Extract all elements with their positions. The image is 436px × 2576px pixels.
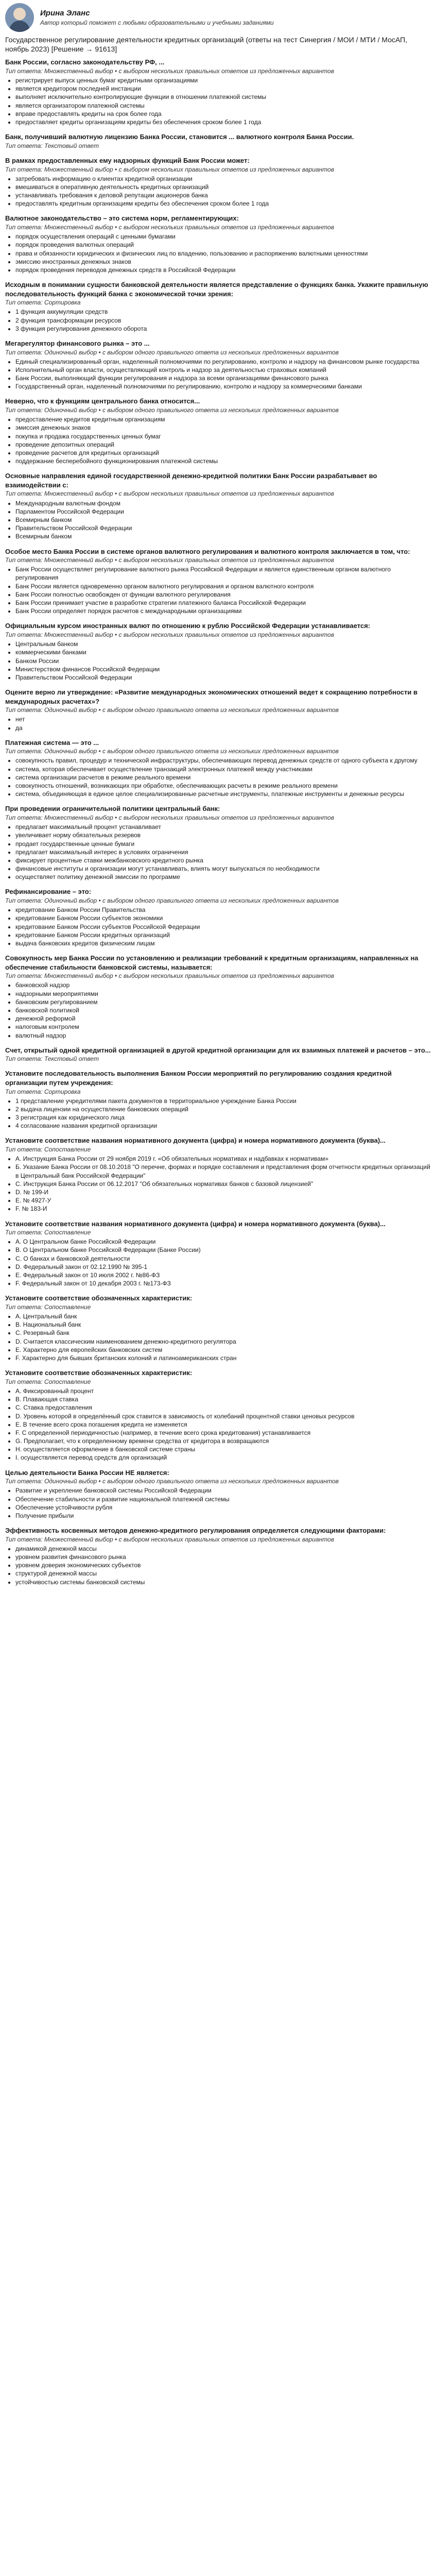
- answer-option: • порядок осуществления операций с ценными бумагами: [15, 232, 431, 241]
- answer-option: • D. Федеральный закон от 02.12.1990 № 395-1: [15, 1263, 431, 1271]
- answer-list: [5, 1238, 431, 1287]
- question-text: Установите соответствие названия нормативного документа (цифра) и номера нормативного документа (буква)...: [5, 1219, 386, 1228]
- question-block: [5, 1368, 431, 1462]
- answer-option: • F. С определенной периодичностью (например, в течение всего срока кредитования) устанавливается: [15, 1429, 431, 1437]
- answer-option: • кредитование Банком России Правительства: [15, 906, 431, 914]
- question-type: Тип ответа: Сопоставление: [5, 1303, 91, 1311]
- answer-option: • кредитование Банком России субъектов экономики: [15, 914, 431, 922]
- author-header: [5, 0, 431, 34]
- answer-option: • С. О банках и банковской деятельности: [15, 1255, 431, 1263]
- answer-option: • валютный надзор: [15, 1031, 431, 1040]
- answer-option: • Парламентом Российской Федерации: [15, 507, 431, 516]
- question-type: Тип ответа: Одиночный выбор • с выбором одного правильного ответа из нескольких предложенных вариантов: [5, 706, 339, 714]
- answer-option: • банковской политикой: [15, 1006, 431, 1014]
- question-type: Тип ответа: Множественный выбор • с выбором нескольких правильных ответов из предложенных вариантов: [5, 165, 334, 173]
- answer-option: • Министерством финансов Российской Федерации: [15, 665, 431, 673]
- question-block: [5, 280, 431, 333]
- question-text: Целью деятельности Банка России НЕ является:: [5, 1468, 169, 1477]
- answer-option: • вправе предоставлять кредиты на срок более года: [15, 110, 431, 118]
- question-text: При проведении ограничительной политики центральный банк:: [5, 805, 220, 813]
- answer-option: • C. Резервный банк: [15, 1329, 431, 1337]
- question-block: [5, 887, 431, 947]
- answer-list: [5, 1312, 431, 1362]
- answer-option: • вмешиваться в оперативную деятельность кредитных организаций: [15, 183, 431, 191]
- answer-option: • Банк России полностью освобожден от функции валютного регулирования: [15, 590, 431, 599]
- answer-option: • выполняет исключительно контролирующие функции в отношении платежной системы: [15, 93, 431, 101]
- question-type: Тип ответа: Множественный выбор • с выбором нескольких правильных ответов из предложенных вариантов: [5, 490, 334, 498]
- question-block: [5, 738, 431, 799]
- question-type: Тип ответа: Множественный выбор • с выбором нескольких правильных ответов из предложенных вариантов: [5, 67, 334, 75]
- answer-list: [5, 1097, 431, 1130]
- answer-list: [5, 415, 431, 465]
- question-type: Тип ответа: Одиночный выбор • с выбором одного правильного ответа из нескольких предложенных вариантов: [5, 1478, 339, 1485]
- answer-option: • является организатором платежной системы: [15, 101, 431, 110]
- question-text: Неверно, что к функциям центрального банка относится...: [5, 397, 200, 405]
- question-text: Рефинансирование – это:: [5, 888, 92, 896]
- answer-option: • совокупность отношений, возникающих при обработке, обеспечивающих расчеты в режиме реального времени: [15, 782, 431, 790]
- answer-option: • предоставляет кредиты организациям кредиты без обеспечения сроком более 1 года: [15, 118, 431, 126]
- document-title: Государственное регулирование деятельности кредитных организаций (ответы на тест Синергия / МОИ / МТИ / МосАП, ноябрь 2023) [Решение → 91613]: [5, 36, 408, 54]
- answer-option: • уровнем развития финансового рынка: [15, 1553, 431, 1561]
- answer-option: • Банк России является одновременно органом валютного регулирования и органом валютного контроля: [15, 582, 431, 590]
- answer-option: • В. О Центральном банке Российской Федерации (Банке России): [15, 1246, 431, 1254]
- question-block: [5, 954, 431, 1040]
- question-block: [5, 688, 431, 732]
- answer-option: • 4 согласование названия кредитной организации: [15, 1122, 431, 1130]
- answer-list: [5, 1155, 431, 1213]
- question-text: Счет, открытый одной кредитной организацией в другой кредитной организации для их взаимных платежей и расчетов – это...: [5, 1046, 431, 1054]
- answer-list: [5, 232, 431, 274]
- answer-list: [5, 756, 431, 798]
- answer-option: • Правительством Российской Федерации: [15, 673, 431, 682]
- question-type: Тип ответа: Множественный выбор • с выбором нескольких правильных ответов из предложенных вариантов: [5, 814, 334, 821]
- answer-option: • D. № 199-И: [15, 1188, 431, 1196]
- answer-option: • A. Центральный банк: [15, 1312, 431, 1320]
- answer-option: • Получение прибыли: [15, 1512, 431, 1520]
- answer-option: • Правительством Российской Федерации: [15, 524, 431, 532]
- answer-option: • Банк России определяет порядок расчетов с международными организациями: [15, 607, 431, 615]
- answer-option: • система организации расчетов в режиме реального времени: [15, 773, 431, 782]
- answer-option: • регистрирует выпуск ценных бумаг кредитными организациями: [15, 76, 431, 84]
- question-block: [5, 621, 431, 682]
- question-type: Тип ответа: Одиночный выбор • с выбором одного правильного ответа из нескольких предложенных вариантов: [5, 896, 339, 904]
- answer-option: • E. Федеральный закон от 10 июля 2002 г. №86-ФЗ: [15, 1271, 431, 1279]
- answer-option: • Всемирным банком: [15, 532, 431, 540]
- answer-option: • проведение депозитных операций: [15, 440, 431, 449]
- answer-option: • система, которая обеспечивает осуществление транзакций электронных платежей между участниками: [15, 765, 431, 773]
- answer-option: • покупка и продажа государственных ценных бумаг: [15, 432, 431, 440]
- answer-list: [5, 640, 431, 682]
- questions-list: [5, 58, 431, 1586]
- question-block: [5, 804, 431, 881]
- answer-option: • А. О Центральном банке Российской Федерации: [15, 1238, 431, 1246]
- answer-option: • предоставление кредитов кредитным организациям: [15, 415, 431, 423]
- question-block: [5, 1468, 431, 1520]
- question-type: Тип ответа: Одиночный выбор • с выбором одного правильного ответа из нескольких предложенных вариантов: [5, 348, 339, 356]
- question-block: [5, 1136, 431, 1213]
- answer-list: [5, 906, 431, 947]
- answer-option: • Международным валютным фондом: [15, 499, 431, 507]
- question-type: Тип ответа: Сопоставление: [5, 1229, 91, 1236]
- answer-option: • да: [15, 724, 431, 732]
- answer-option: • устойчивостью системы банковской системы: [15, 1578, 431, 1586]
- answer-option: • банковской надзор: [15, 981, 431, 989]
- answer-option: • F. Характерно для бывших британских колоний и латиноамериканских стран: [15, 1354, 431, 1362]
- answer-option: • С. Инструкция Банка России от 06.12.2017 "Об обязательных нормативах банков с базовой лицензией": [15, 1180, 431, 1188]
- answer-list: [5, 175, 431, 208]
- answer-option: • F. Федеральный закон от 10 декабря 2003 г. №173-ФЗ: [15, 1279, 431, 1287]
- answer-option: • банковским регулированием: [15, 998, 431, 1006]
- answer-option: • поддержание бесперебойного функционирования платежной системы: [15, 457, 431, 465]
- answer-list: [5, 308, 431, 333]
- answer-option: • Банк России, выполняющий функции регулирования и надзора за всеми организациями финансового рынка: [15, 374, 431, 382]
- question-type: Тип ответа: Текстовый ответ: [5, 142, 99, 149]
- answer-option: • нет: [15, 715, 431, 723]
- question-text: Банк России, согласно законодательству РФ, ...: [5, 58, 165, 66]
- question-block: [5, 471, 431, 540]
- answer-option: • фиксирует процентные ставки межбанковского кредитного рынка: [15, 856, 431, 865]
- question-type: Тип ответа: Одиночный выбор • с выбором одного правильного ответа из нескольких предложенных вариантов: [5, 406, 339, 414]
- answer-list: [5, 981, 431, 1039]
- answer-option: • H. осуществляется оформление в банковской системе страны: [15, 1445, 431, 1453]
- question-block: [5, 397, 431, 465]
- question-text: Установите последовательность выполнения Банком России мероприятий по регулированию создания кредитной организации путем учреждения:: [5, 1070, 392, 1087]
- answer-option: • E. Характерно для европейских банковских систем: [15, 1346, 431, 1354]
- question-text: Официальным курсом иностранных валют по отношению к рублю Российской Федерации устанавливается:: [5, 622, 371, 630]
- answer-option: • увеличивает норму обязательных резервов: [15, 831, 431, 839]
- answer-option: • предлагает максимальный интерес в условиях ограничения: [15, 848, 431, 856]
- question-type: Тип ответа: Множественный выбор • с выбором нескольких правильных ответов из предложенных вариантов: [5, 224, 334, 231]
- author-description: Автор который поможет с любыми образовательными и учебными заданиями: [40, 19, 274, 27]
- question-type: Тип ответа: Множественный выбор • с выбором нескольких правильных ответов из предложенных вариантов: [5, 556, 334, 564]
- question-type: Тип ответа: Сортировка: [5, 299, 81, 307]
- answer-option: • 3 функция регулирования денежного оборота: [15, 325, 431, 333]
- answer-option: • Развитие и укрепление банковской системы Российской Федерации: [15, 1486, 431, 1495]
- answer-option: • предоставлять кредитным организациям кредиты без обеспечения сроком более 1 года: [15, 199, 431, 208]
- answer-option: • динамикой денежной массы: [15, 1545, 431, 1553]
- answer-option: • финансовые институты и организации могут устанавливать, влиять могут выпускаться по необходимости: [15, 865, 431, 873]
- answer-list: [5, 565, 431, 615]
- answer-list: [5, 499, 431, 541]
- question-text: Основные направления единой государственной денежно-кредитной политики Банк России разрабатывает во взаимодействии с:: [5, 472, 377, 489]
- answer-option: • G. Предполагает, что к определенному времени средства от кредитора в возвращаются: [15, 1437, 431, 1445]
- answer-option: • 1 представление учредителями пакета документов в территориальное учреждение Банка России: [15, 1097, 431, 1105]
- question-type: Тип ответа: Сопоставление: [5, 1378, 91, 1385]
- question-text: Установите соответствие названия нормативного документа (цифра) и номера нормативного документа (буква)...: [5, 1137, 386, 1145]
- answer-option: • 2 функция трансформации ресурсов: [15, 316, 431, 325]
- answer-list: [5, 358, 431, 391]
- question-text: Особое место Банка России в системе органов валютного регулирования и валютного контроля заключается в том, что:: [5, 547, 410, 555]
- question-block: [5, 1219, 431, 1288]
- answer-option: • I. осуществляется перевод средств для организаций: [15, 1453, 431, 1462]
- question-block: [5, 214, 431, 274]
- question-block: [5, 339, 431, 391]
- question-block: [5, 132, 431, 150]
- answer-option: • Всемирным банком: [15, 516, 431, 524]
- answer-option: • C. Ставка предоставления: [15, 1403, 431, 1412]
- answer-option: • Единый специализированный орган, наделенный полномочиями по регулированию, контролю и надзору на финансовом рынке государства: [15, 358, 431, 366]
- question-type: Тип ответа: Текстовый ответ: [5, 1055, 99, 1063]
- answer-option: • структурой денежной массы: [15, 1569, 431, 1578]
- answer-option: • уровнем доверия экономических субъектов: [15, 1561, 431, 1569]
- question-block: [5, 1294, 431, 1362]
- question-type: Тип ответа: Одиночный выбор • с выбором одного правильного ответа из нескольких предложенных вариантов: [5, 748, 339, 755]
- answer-option: • Обеспечение стабильности и развитие национальной платежной системы: [15, 1495, 431, 1503]
- question-text: Эффективность косвенных методов денежно-кредитного регулирования определяется следующими факторами:: [5, 1527, 386, 1535]
- answer-option: • Банком России: [15, 657, 431, 665]
- answer-option: • A. Фиксированный процент: [15, 1387, 431, 1395]
- answer-option: • денежной реформой: [15, 1014, 431, 1023]
- question-text: Банк, получивший валютную лицензию Банка России, становится ... валютного контроля Банка России.: [5, 133, 354, 141]
- answer-option: • Банк России осуществляет регулирование валютного рынка Российской Федерации и является единственным органом валютного регулирования: [15, 565, 431, 582]
- answer-option: • Центральным банком: [15, 640, 431, 648]
- question-block: [5, 58, 431, 126]
- answer-option: • налоговым контролем: [15, 1023, 431, 1031]
- answer-list: [5, 715, 431, 732]
- answer-option: • коммерческими банками: [15, 648, 431, 656]
- question-type: Тип ответа: Множественный выбор • с выбором нескольких правильных ответов из предложенных вариантов: [5, 972, 334, 980]
- answer-option: • D. Считается классическим наименованием денежно-кредитного регулятора: [15, 1337, 431, 1346]
- question-block: [5, 1046, 431, 1063]
- answer-option: • порядок проведения переводов денежных средств в Российской Федерации: [15, 266, 431, 274]
- answer-option: • E. № 4927-У: [15, 1196, 431, 1205]
- question-text: Платежная система — это ...: [5, 738, 99, 747]
- answer-option: • Обеспечение устойчивости рубля: [15, 1503, 431, 1512]
- question-text: Оцените верно ли утверждение: «Развитие международных экономических отношений ведет к сокращению потребности в международных расчетах»?: [5, 688, 417, 705]
- answer-option: • эмиссию иностранных денежных знаков: [15, 258, 431, 266]
- question-text: Установите соответствие обозначенных характеристик:: [5, 1369, 193, 1377]
- answer-option: • права и обязанности юридических и физических лиц по владению, пользованию и распоряжению валютными ценностями: [15, 249, 431, 258]
- answer-option: • Государственный орган, наделенный полномочиями по регулированию, контролю и надзору за коммерческими банками: [15, 382, 431, 391]
- question-type: Тип ответа: Сопоставление: [5, 1146, 91, 1154]
- answer-option: • предлагает максимальный процент устанавливает: [15, 823, 431, 831]
- answer-option: • устанавливать требования к деловой репутации акционеров банка: [15, 191, 431, 199]
- answer-option: • порядок проведения валютных операций: [15, 241, 431, 249]
- question-text: Исходным в понимании сущности банковской деятельности является представление о функциях банка. Укажите правильную последовательность функций банка с экономической точки зрения:: [5, 281, 428, 298]
- answer-option: • затребовать информацию о клиентах кредитной организации: [15, 175, 431, 183]
- author-name[interactable]: Ирина Эланс: [40, 8, 90, 18]
- question-text: Совокупность мер Банка России по установлению и реализации требований к кредитным организациям, направленных на обеспечение стабильности банковской системы, называется:: [5, 954, 418, 971]
- answer-option: • совокупность правил, процедур и технической инфраструктуры, обеспечивающих перевод денежных средств от одного субъекта к другому: [15, 756, 431, 765]
- question-type: Тип ответа: Сортировка: [5, 1088, 81, 1095]
- answer-option: • B. Плавающая ставка: [15, 1395, 431, 1403]
- answer-list: [5, 1387, 431, 1462]
- answer-option: • проведение расчетов для кредитных организаций: [15, 449, 431, 457]
- author-info: [40, 8, 274, 27]
- answer-option: • F. № 183-И: [15, 1205, 431, 1213]
- answer-option: • кредитование Банком России субъектов Российской Федерации: [15, 923, 431, 931]
- answer-option: • система, объединяющая в единое целое специализированные расчетные инструменты, платежные инструменты и денежные ресурсы: [15, 790, 431, 798]
- question-block: [5, 1526, 431, 1586]
- answer-option: • выдача банковских кредитов физическим лицам: [15, 939, 431, 947]
- answer-option: • Исполнительный орган власти, осуществляющий контроль и надзор за деятельностью страховых компаний: [15, 366, 431, 374]
- question-text: Мегарегулятор финансового рынка – это ...: [5, 339, 150, 347]
- answer-list: [5, 1545, 431, 1586]
- question-block: [5, 547, 431, 616]
- answer-option: • является кредитором последней инстанции: [15, 84, 431, 93]
- answer-option: • E. В течение всего срока погашения кредита не изменяется: [15, 1420, 431, 1429]
- answer-option: • Банк России принимает участие в разработке стратегии платежного баланса Российской Федерации: [15, 599, 431, 607]
- answer-option: • D. Уровень которой в определённый срок ставится в зависимость от колебаний процентной ставки ценовых ресурсов: [15, 1412, 431, 1420]
- answer-option: • кредитование Банком России кредитных организаций: [15, 931, 431, 939]
- answer-option: • Б. Указание Банка России от 08.10.2018 "О перечне, формах и порядке составления и представления форм отчетности кредитных организаций в Центральный банк Российской Федерации": [15, 1163, 431, 1179]
- answer-option: • А. Инструкция Банка России от 29 ноября 2019 г. «Об обязательных нормативах и надбавках к нормативам»: [15, 1155, 431, 1163]
- question-text: Валютное законодательство – это система норм, регламентирующих:: [5, 214, 239, 223]
- answer-option: • осуществляет политику денежной эмиссии по программе: [15, 873, 431, 881]
- question-text: В рамках предоставленных ему надзорных функций Банк России может:: [5, 156, 250, 164]
- avatar[interactable]: [5, 3, 34, 32]
- question-type: Тип ответа: Множественный выбор • с выбором нескольких правильных ответов из предложенных вариантов: [5, 631, 334, 638]
- answer-option: • B. Национальный банк: [15, 1320, 431, 1329]
- question-type: Тип ответа: Множественный выбор • с выбором нескольких правильных ответов из предложенных вариантов: [5, 1535, 334, 1543]
- answer-option: • надзорными мероприятиями: [15, 990, 431, 998]
- answer-option: • 1 функция аккумуляции средств: [15, 308, 431, 316]
- answer-option: • продает государственные ценные бумаги: [15, 840, 431, 848]
- answer-option: • 2 выдача лицензии на осуществление банковских операций: [15, 1105, 431, 1113]
- answer-option: • эмиссия денежных знаков: [15, 423, 431, 432]
- question-block: [5, 156, 431, 208]
- answer-list: [5, 823, 431, 881]
- answer-list: [5, 1486, 431, 1520]
- answer-option: • 3 регистрация как юридического лица: [15, 1113, 431, 1122]
- answer-list: [5, 76, 431, 126]
- question-text: Установите соответствие обозначенных характеристик:: [5, 1294, 193, 1302]
- question-block: [5, 1069, 431, 1130]
